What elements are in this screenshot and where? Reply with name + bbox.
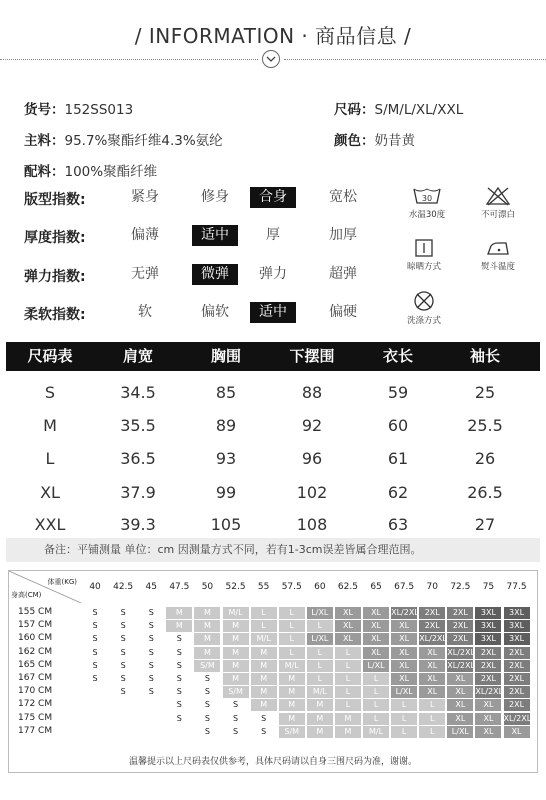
reference-cell: 3XL (504, 620, 530, 632)
reference-cell: L (251, 620, 277, 632)
reference-cell: L (335, 699, 361, 711)
reference-cell: M (194, 620, 220, 632)
reference-cell (110, 699, 136, 711)
reference-cell: S (138, 686, 164, 698)
size-table-cell: L (45, 449, 55, 468)
reference-weight: 65 (370, 582, 382, 592)
reference-cell: M (166, 620, 192, 632)
size-table-heading: 袖长 (469, 347, 500, 365)
reference-cell: XL (475, 726, 501, 738)
size-table-cell: 36.5 (120, 449, 156, 468)
index-row (24, 225, 364, 247)
reference-cell: L (279, 620, 305, 632)
reference-cell: S (82, 647, 108, 659)
size-table-cell: 89 (215, 416, 237, 435)
index-option-selected: 适中 (250, 302, 296, 323)
reference-cell: L (335, 686, 361, 698)
reference-cell: XL (391, 660, 417, 672)
size-table-cell: 93 (215, 449, 237, 468)
svg-text:30: 30 (421, 194, 433, 203)
reference-cell: XL (504, 726, 530, 738)
reference-cell: S (110, 633, 136, 645)
reference-weight: 62.5 (337, 582, 358, 592)
main-material-info: 主料：95.7%聚酯纤维4.3%氨纶 (24, 133, 223, 149)
reference-cell: M (335, 713, 361, 725)
reference-weight: 42.5 (113, 582, 134, 592)
reference-cell (110, 726, 136, 738)
size-table-cell: 59 (387, 383, 409, 402)
reference-cell: S (82, 633, 108, 645)
reference-cell: XL (335, 620, 361, 632)
reference-cell: 2XL (504, 647, 530, 659)
color-info: 颜色：奶昔黄 (334, 133, 415, 149)
size-table-cell: S (44, 383, 56, 402)
reference-cell: M/L (307, 686, 333, 698)
reference-cell: L/XL (363, 660, 389, 672)
reference-cell: L (335, 660, 361, 672)
size-table-cell: 63 (387, 515, 409, 534)
reference-cell: XL (475, 713, 501, 725)
reference-cell: S (138, 633, 164, 645)
reference-cell: S (110, 647, 136, 659)
reference-cell: L/XL (307, 607, 333, 619)
reference-cell: XL/2XL (391, 608, 419, 617)
reference-cell: 3XL (475, 633, 501, 645)
index-option: 弹力 (259, 266, 287, 282)
reference-cell: S (110, 660, 136, 672)
index-label: 版型指数: (24, 192, 86, 208)
reference-cell: XL (447, 673, 473, 685)
reference-cell: S (194, 699, 220, 711)
reference-cell: M (279, 713, 305, 725)
reference-height: 155 CM (18, 607, 53, 617)
lining-info: 配料：100%聚酯纤维 (24, 164, 158, 180)
reference-cell: L (307, 647, 333, 659)
reference-cell: L (419, 713, 445, 725)
reference-cell: XL (419, 673, 445, 685)
reference-cell: S (138, 607, 164, 619)
reference-cell: S (166, 660, 192, 672)
reference-cell: XL (419, 660, 445, 672)
reference-cell: 2XL (419, 620, 445, 632)
reference-cell: XL/2XL (419, 634, 447, 644)
reference-cell: XL (335, 633, 361, 645)
index-option: 紧身 (131, 189, 159, 205)
reference-cell: M (194, 647, 220, 659)
reference-cell: 2XL (504, 673, 530, 685)
reference-cell: M (166, 607, 192, 619)
reference-cell: S/M (223, 686, 249, 698)
index-row (24, 187, 364, 209)
index-option: 软 (138, 304, 152, 320)
reference-weight: 60 (314, 582, 326, 592)
reference-cell: M (251, 686, 277, 698)
reference-cell: 3XL (475, 607, 501, 619)
reference-cell (110, 713, 136, 725)
reference-cell: XL (419, 686, 445, 698)
reference-cell: L (335, 673, 361, 685)
reference-cell: S (110, 673, 136, 685)
reference-cell: M (194, 633, 220, 645)
reference-cell: S (138, 647, 164, 659)
reference-cell: L (391, 713, 417, 725)
reference-cell: L/XL (447, 726, 473, 738)
index-label: 柔软指数: (24, 307, 86, 323)
reference-cell: L (391, 699, 417, 711)
size-table-cell: 26 (474, 449, 496, 468)
reference-cell: 2XL (475, 660, 501, 672)
reference-cell: L (279, 647, 305, 659)
size-table-cell: 108 (296, 515, 328, 534)
reference-cell: M (279, 686, 305, 698)
reference-cell: S (82, 673, 108, 685)
reference-weight: 55 (257, 582, 270, 592)
reference-cell: M/L (223, 607, 249, 619)
index-option-selected: 微弹 (192, 264, 238, 285)
size-table-cell: 25.5 (467, 416, 503, 435)
index-row (24, 302, 364, 324)
reference-height: 170 CM (18, 686, 53, 697)
size-table-header (6, 342, 540, 371)
reference-cell: L (363, 686, 389, 698)
index-label: 厚度指数: (24, 230, 86, 246)
reference-cell: M (223, 660, 249, 672)
reference-cell (138, 726, 164, 738)
reference-cell: XL/2XL (447, 647, 475, 657)
reference-cell: L (363, 699, 389, 711)
reference-height: 177 CM (18, 725, 53, 736)
reference-cell: S (194, 713, 220, 725)
reference-cell: M (335, 726, 361, 738)
reference-cell: M (251, 647, 277, 659)
reference-cell: L/XL (391, 686, 417, 698)
size-table-cell: 96 (301, 449, 323, 468)
reference-cell: XL (363, 620, 389, 632)
reference-cell: M (307, 713, 333, 725)
reference-cell: L (307, 673, 333, 685)
reference-cell: L (363, 713, 389, 725)
reference-cell: S (138, 620, 164, 632)
reference-cell: M (251, 699, 277, 711)
reference-cell: M/L (363, 726, 389, 738)
size-table-cell: 60 (387, 416, 409, 435)
reference-cell: XL/2XL (475, 687, 504, 697)
index-option: 厚 (266, 227, 280, 243)
reference-cell: XL (391, 647, 417, 659)
index-option: 超弹 (329, 266, 357, 282)
wash-method-icon (413, 290, 435, 312)
size-table-heading: 尺码表 (27, 347, 73, 365)
size-table-cell: 105 (210, 515, 242, 534)
reference-height: 160 CM (18, 633, 53, 644)
reference-cell: S (166, 633, 192, 645)
size-table-cell: 102 (296, 483, 328, 502)
reference-weight: 77.5 (506, 582, 527, 592)
reference-height: 162 CM (18, 646, 53, 657)
reference-cell: M (223, 633, 249, 645)
reference-cell: M (307, 699, 333, 711)
size-table-cell: 61 (387, 449, 409, 468)
index-option: 偏软 (201, 304, 229, 320)
reference-cell: S (194, 726, 220, 738)
size-table-heading: 衣长 (382, 347, 413, 365)
reference-cell: XL (363, 607, 389, 619)
reference-cell: 3XL (504, 633, 530, 645)
size-table-cell: 99 (215, 483, 237, 502)
reference-cell: L/XL (307, 633, 333, 645)
reference-weight: 52.5 (225, 582, 246, 592)
reference-cell: S (166, 713, 192, 725)
reference-height: 165 CM (18, 659, 53, 670)
corner-height-label: 身高(CM) (11, 591, 42, 599)
reference-cell: XL (475, 699, 501, 711)
reference-weight: 45 (145, 582, 157, 592)
care-dry: 晾晒方式 (399, 238, 449, 272)
reference-cell: S (110, 607, 136, 619)
size-table-cell: 37.9 (120, 483, 156, 502)
reference-cell: 2XL (504, 660, 530, 672)
reference-cell: S (223, 699, 249, 711)
index-option: 加厚 (329, 227, 357, 243)
reference-cell: M (194, 607, 220, 619)
reference-cell (138, 699, 164, 711)
reference-cell: 2XL (419, 607, 445, 619)
reference-tip: 温馨提示以上尺码表仅供参考，具体尺码请以自身三围尺码为准，谢谢。 (128, 757, 417, 767)
reference-cell: M (279, 699, 305, 711)
reference-weight: 70 (426, 582, 438, 592)
care-wash-temp: 30 水温30度 (402, 186, 452, 220)
reference-cell: M (307, 726, 333, 738)
reference-cell: 2XL (447, 607, 473, 619)
reference-cell: 3XL (475, 620, 501, 632)
size-table-cell: XL (40, 483, 60, 502)
index-label: 弹力指数: (24, 269, 86, 285)
index-option-selected: 适中 (192, 225, 238, 246)
reference-cell: XL (335, 607, 361, 619)
size-table-heading: 肩宽 (122, 347, 153, 365)
reference-cell: L (391, 726, 417, 738)
reference-weight: 75 (482, 582, 495, 592)
size-table-cell: 85 (215, 383, 237, 402)
reference-corner (9, 571, 81, 603)
wash-temp-icon (412, 186, 442, 206)
reference-cell: XL/2XL (447, 660, 475, 670)
reference-height: 157 CM (18, 620, 53, 631)
size-table-cell: 34.5 (120, 383, 156, 402)
reference-height: 167 CM (18, 673, 53, 683)
no-bleach-icon (485, 186, 511, 206)
measurement-note: 备注：平铺测量 单位：cm 因测量方式不同，若有1-3cm误差皆属合理范围。 (6, 538, 540, 562)
reference-cell: 2XL (447, 620, 473, 632)
dry-icon (414, 238, 434, 258)
size-table-heading: 胸围 (210, 347, 241, 365)
index-option: 修身 (201, 189, 229, 205)
reference-cell (82, 726, 108, 738)
reference-cell: S/M (194, 660, 220, 672)
reference-weight: 40 (89, 582, 101, 592)
reference-cell (82, 713, 108, 725)
index-option: 无弹 (131, 266, 159, 282)
care-wash-method: 洗涤方式 (399, 290, 449, 326)
reference-cell: S (166, 673, 192, 685)
reference-cell: M/L (251, 633, 277, 645)
reference-cell: XL (391, 673, 417, 685)
reference-weight: 57.5 (281, 582, 302, 592)
reference-cell: M (251, 673, 277, 685)
reference-cell: L (279, 633, 305, 645)
reference-cell: L (419, 699, 445, 711)
reference-cell: 2XL (475, 673, 501, 685)
reference-height: 175 CM (18, 712, 53, 723)
reference-cell: S (194, 686, 220, 698)
reference-cell: S (110, 620, 136, 632)
reference-cell: 3XL (504, 607, 530, 619)
reference-cell: S (194, 673, 220, 685)
care-iron: 熨斗温度 (473, 238, 523, 272)
reference-cell: S (138, 660, 164, 672)
care-no-bleach: 不可漂白 (473, 186, 523, 220)
index-option: 宽松 (329, 189, 357, 205)
size-table-cell: 27 (474, 515, 496, 534)
reference-cell: L (251, 607, 277, 619)
reference-cell: XL (391, 620, 417, 632)
reference-cell: XL/2XL (503, 713, 532, 723)
reference-cell: S (223, 713, 249, 725)
sku-info: 货号：152SS013 (24, 102, 134, 118)
reference-cell: M (223, 647, 249, 659)
reference-cell: S (82, 607, 108, 619)
reference-cell (82, 699, 108, 711)
size-table-heading: 下摆围 (289, 347, 335, 365)
reference-cell: S (251, 713, 277, 725)
size-table-cell: 92 (301, 416, 323, 435)
reference-cell: M/L (279, 660, 305, 672)
reference-cell: 2XL (447, 633, 473, 645)
reference-cell: XL (391, 633, 417, 645)
reference-cell: M (223, 673, 249, 685)
reference-cell: L (419, 726, 445, 738)
reference-cell: M (223, 620, 249, 632)
size-table-cell: 25 (474, 383, 496, 402)
size-table-cell: XXL (34, 515, 66, 534)
reference-cell: S (110, 686, 136, 698)
reference-cell: S (82, 660, 108, 672)
reference-cell: S (166, 686, 192, 698)
reference-weight: 72.5 (450, 582, 471, 592)
divider-right (284, 59, 546, 60)
size-table-cell: 62 (387, 483, 409, 502)
sizes-info: 尺码：S/M/L/XL/XXL (334, 102, 464, 118)
reference-cell: XL (363, 647, 389, 659)
index-row (24, 264, 364, 286)
size-table-cell: 35.5 (120, 416, 156, 435)
size-table-cell: 88 (301, 383, 323, 402)
chevron-down-icon (262, 50, 280, 68)
reference-cell (82, 686, 108, 698)
reference-cell: L (279, 607, 305, 619)
index-option: 偏薄 (131, 227, 159, 243)
reference-cell: XL (447, 699, 473, 711)
reference-cell: XL (447, 713, 473, 725)
reference-cell: L (363, 673, 389, 685)
reference-cell: S (223, 726, 249, 738)
page-title: / INFORMATION · 商品信息 / (134, 24, 412, 48)
reference-cell: S (166, 647, 192, 659)
reference-cell: XL (447, 686, 473, 698)
reference-cell: 2XL (504, 686, 530, 698)
reference-weight: 47.5 (169, 582, 190, 592)
reference-cell: L (335, 647, 361, 659)
size-table-cell: M (43, 416, 57, 435)
reference-cell (138, 713, 164, 725)
reference-cell (166, 726, 192, 738)
reference-cell: M (251, 660, 277, 672)
reference-cell: L (307, 620, 333, 632)
reference-cell: S (251, 726, 277, 738)
reference-cell: S (166, 699, 192, 711)
reference-cell: XL (419, 647, 445, 659)
size-table-cell: 39.3 (120, 515, 156, 534)
iron-icon (485, 238, 511, 258)
reference-cell: L (307, 660, 333, 672)
index-option: 偏硬 (329, 304, 357, 320)
index-option-selected: 合身 (250, 187, 296, 208)
size-table-cell: 26.5 (467, 483, 503, 502)
reference-cell: 2XL (475, 647, 501, 659)
reference-cell: S (82, 620, 108, 632)
reference-weight: 67.5 (394, 582, 415, 592)
corner-weight-label: 体重(KG) (47, 578, 77, 586)
reference-cell: M (279, 673, 305, 685)
reference-cell: 2XL (504, 699, 530, 711)
reference-cell: S (138, 673, 164, 685)
reference-cell: S/M (279, 726, 305, 738)
reference-weight: 50 (201, 582, 214, 592)
divider-left (0, 59, 258, 60)
reference-cell: XL (363, 633, 389, 645)
reference-height: 172 CM (18, 699, 53, 710)
